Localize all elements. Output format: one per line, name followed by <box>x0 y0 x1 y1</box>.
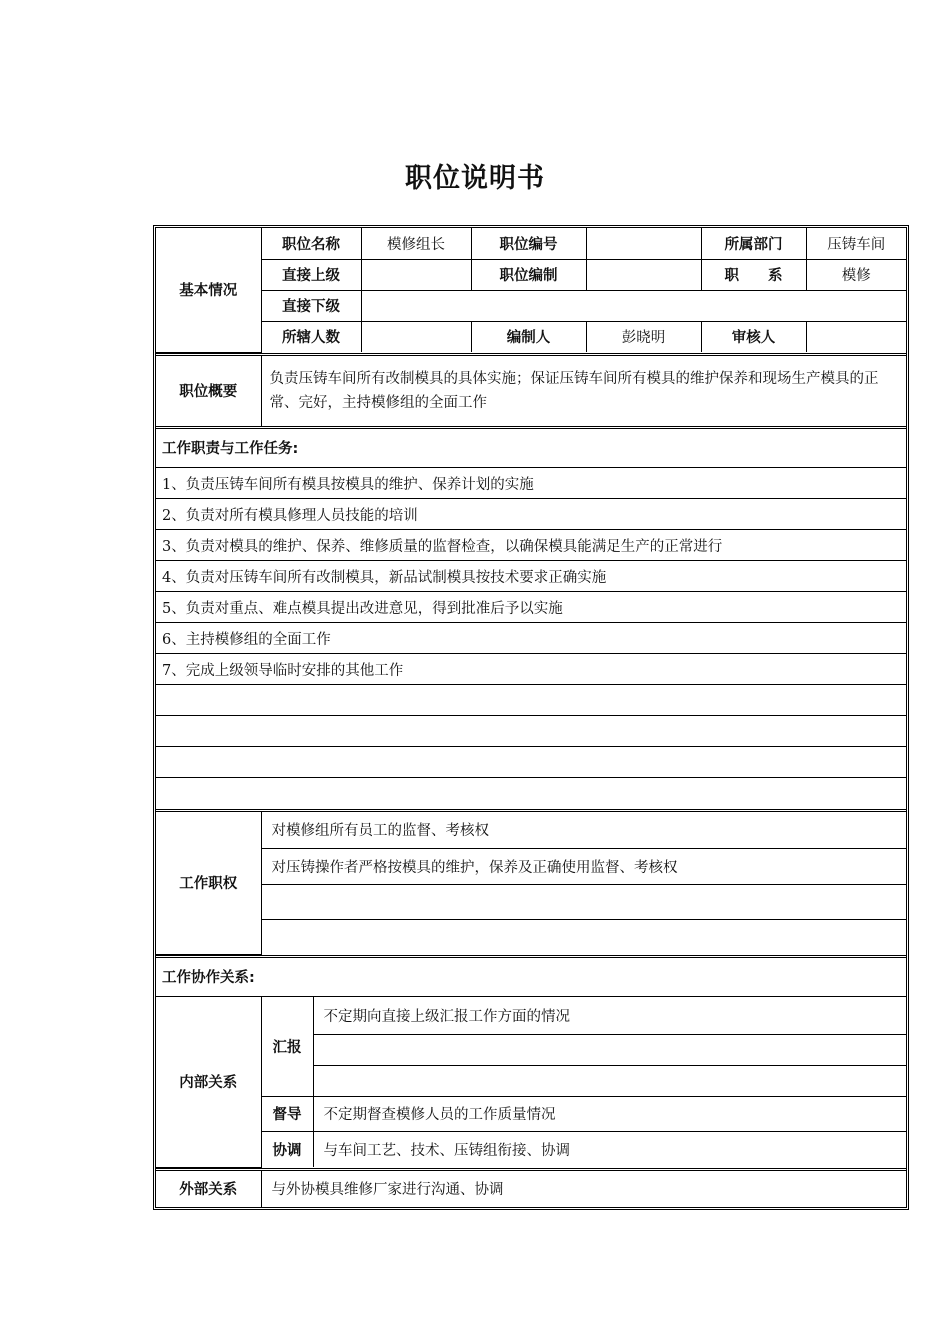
superior-value <box>361 259 471 290</box>
relations-section <box>156 958 906 1171</box>
internal-relations-label: 内部关系 <box>156 996 261 1167</box>
duty-item <box>156 685 906 716</box>
duty-item: 3、负责对模具的维护、保养、维修质量的监督检查，以确保模具能满足生产的正常进行 <box>156 530 906 561</box>
position-no-value <box>586 228 701 259</box>
coordinate-text: 与车间工艺、技术、压铸组衔接、协调 <box>313 1131 906 1167</box>
subordinate-value <box>361 290 906 321</box>
authority-item <box>261 920 906 955</box>
coordinate-label: 协调 <box>261 1131 313 1167</box>
duty-item <box>156 747 906 778</box>
summary-label: 职位概要 <box>156 356 261 426</box>
duty-item: 5、负责对重点、难点模具提出改进意见，得到批准后予以实施 <box>156 592 906 623</box>
position-name-label: 职位名称 <box>261 228 361 259</box>
basic-info-label: 基本情况 <box>156 228 261 352</box>
reviewer-value <box>806 321 906 352</box>
report-label: 汇报 <box>261 996 313 1096</box>
external-section <box>156 1171 906 1207</box>
report-item <box>313 1034 906 1065</box>
duties-header: 工作职责与工作任务: <box>156 429 906 468</box>
supervise-label: 督导 <box>261 1096 313 1131</box>
authority-item: 对压铸操作者严格按模具的维护，保养及正确使用监督、考核权 <box>261 849 906 885</box>
author-value: 彭晓明 <box>586 321 701 352</box>
duty-item: 1、负责压铸车间所有模具按模具的维护、保养计划的实施 <box>156 468 906 499</box>
reviewer-label: 审核人 <box>701 321 806 352</box>
authority-item: 对模修组所有员工的监督、考核权 <box>261 812 906 849</box>
duty-item: 2、负责对所有模具修理人员技能的培训 <box>156 499 906 530</box>
dept-value: 压铸车间 <box>806 228 906 259</box>
report-item <box>313 1065 906 1096</box>
authority-item <box>261 885 906 920</box>
subordinate-label: 直接下级 <box>261 290 361 321</box>
report-item: 不定期向直接上级汇报工作方面的情况 <box>313 996 906 1034</box>
superior-label: 直接上级 <box>261 259 361 290</box>
duties-section <box>156 429 906 812</box>
position-no-label: 职位编号 <box>471 228 586 259</box>
supervise-text: 不定期督查模修人员的工作质量情况 <box>313 1096 906 1131</box>
duty-item: 6、主持模修组的全面工作 <box>156 623 906 654</box>
headcount-plan-value <box>586 259 701 290</box>
relations-header: 工作协作关系: <box>156 958 906 996</box>
staff-count-value <box>361 321 471 352</box>
dept-label: 所属部门 <box>701 228 806 259</box>
authority-label: 工作职权 <box>156 812 261 955</box>
duty-item: 7、完成上级领导临时安排的其他工作 <box>156 654 906 685</box>
summary-section <box>156 356 906 429</box>
authority-section <box>156 812 906 959</box>
job-family-value: 模修 <box>806 259 906 290</box>
duty-item: 4、负责对压铸车间所有改制模具，新品试制模具按技术要求正确实施 <box>156 561 906 592</box>
author-label: 编制人 <box>471 321 586 352</box>
page-title: 职位说明书 <box>405 163 545 194</box>
basic-info-section <box>156 228 906 356</box>
staff-count-label: 所辖人数 <box>261 321 361 352</box>
position-name-value: 模修组长 <box>361 228 471 259</box>
job-family-label: 职 系 <box>701 259 806 290</box>
external-text: 与外协模具维修厂家进行沟通、协调 <box>261 1171 906 1207</box>
headcount-plan-label: 职位编制 <box>471 259 586 290</box>
job-description-table <box>153 225 909 1210</box>
external-relations-label: 外部关系 <box>156 1171 261 1207</box>
duty-item <box>156 716 906 747</box>
duty-item <box>156 778 906 809</box>
summary-text: 负责压铸车间所有改制模具的具体实施；保证压铸车间所有模具的维护保养和现场生产模具的正常、完好，主持模修组的全面工作 <box>261 356 906 426</box>
